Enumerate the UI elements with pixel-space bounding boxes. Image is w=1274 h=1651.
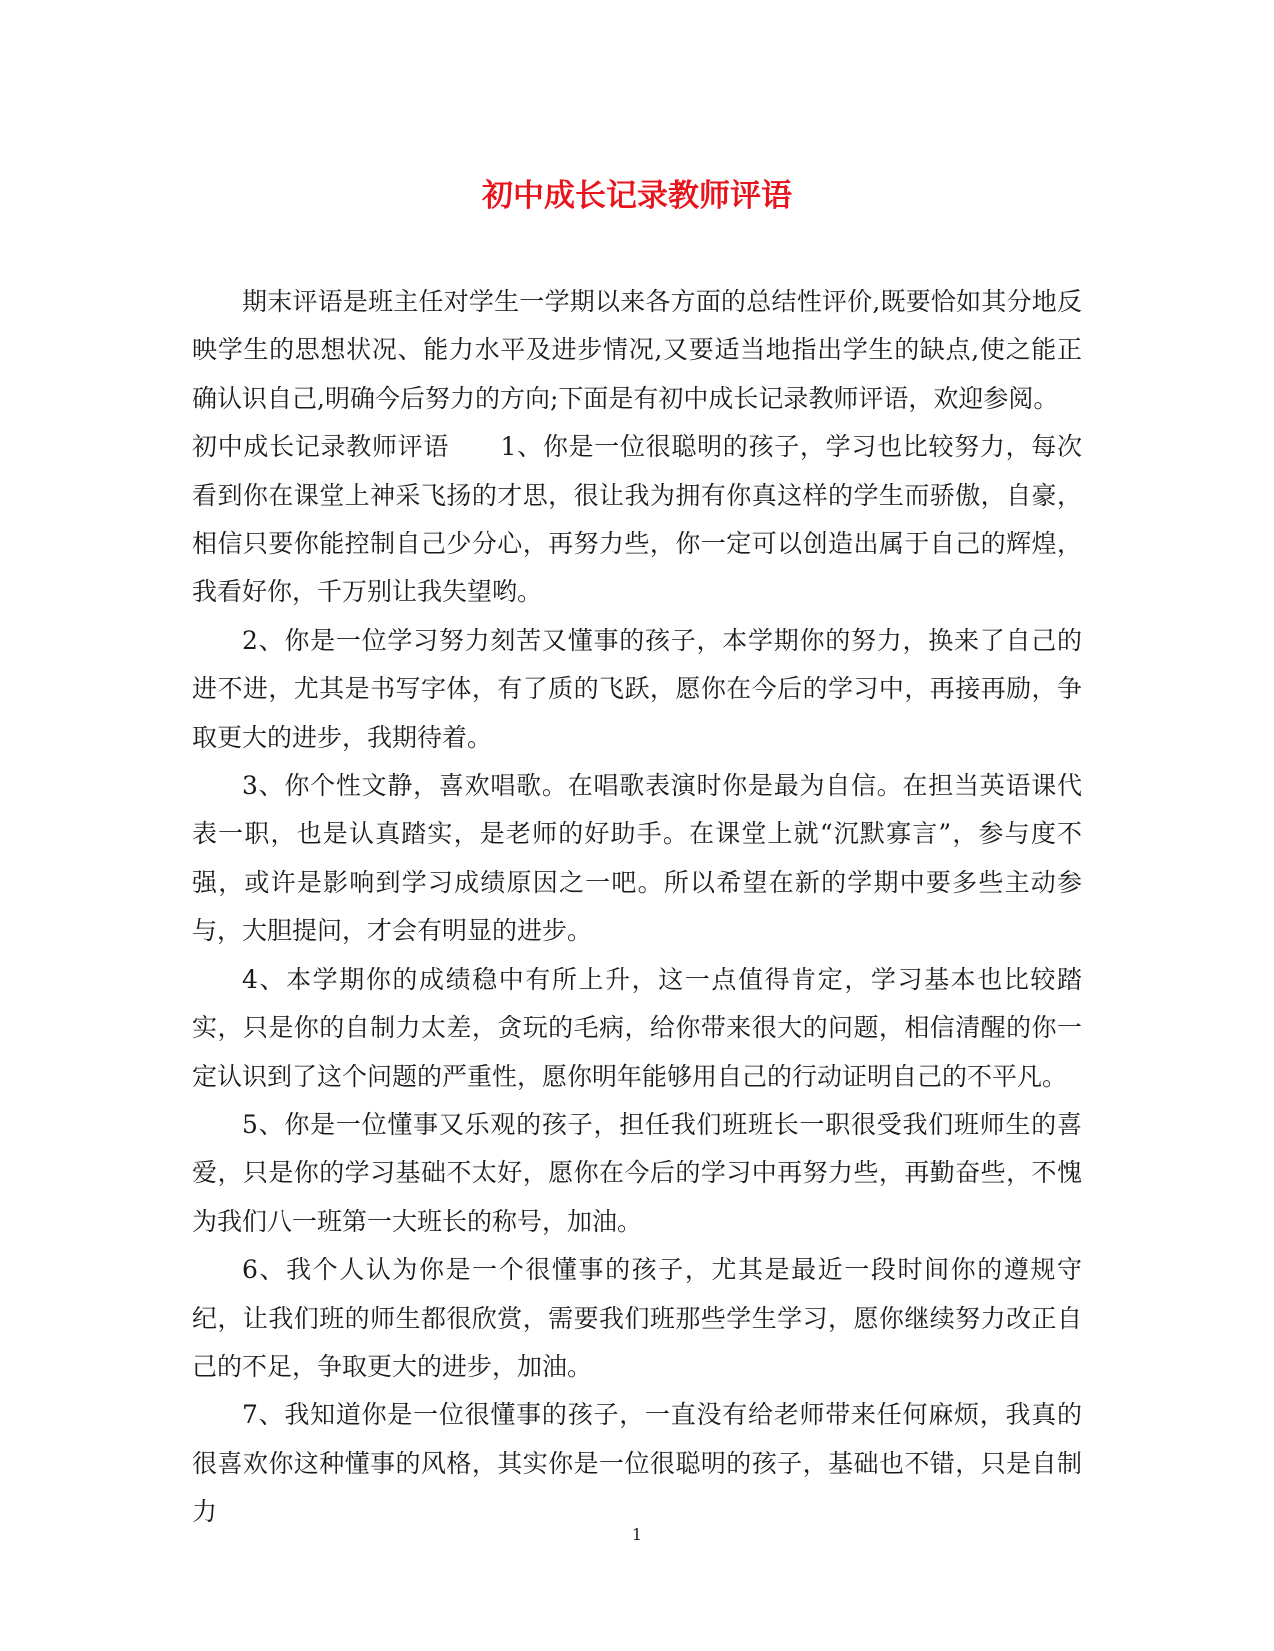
paragraph-comment-7: 7、我知道你是一位很懂事的孩子，一直没有给老师带来任何麻烦，我真的很喜欢你这种懂事的风格，其实你是一位很聪明的孩子，基础也不错，只是自制力 [192, 1400, 1082, 1527]
paragraph-comment-5: 5、你是一位懂事又乐观的孩子，担任我们班班长一职很受我们班师生的喜爱，只是你的学习基础不太好，愿你在今后的学习中再努力些，再勤奋些，不愧为我们八一班第一大班长的称号，加油。 [192, 1109, 1082, 1236]
paragraph-comment-3: 3、你个性文静，喜欢唱歌。在唱歌表演时你是最为自信。在担当英语课代表一职，也是认真踏实，是老师的好助手。在课堂上就“沉默寡言”，参与度不强，或许是影响到学习成绩原因之一吧。所以希望在新的学期中要多些主动参与，大胆提问，才会有明显的进步。 [192, 771, 1082, 946]
page-number: 1 [631, 1525, 643, 1544]
paragraph-intro: 期末评语是班主任对学生一学期以来各方面的总结性评价,既要恰如其分地反映学生的思想状况、能力水平及进步情况,又要适当地指出学生的缺点,使之能正确认识自己,明确今后努力的方向;下面是有初中成长记录教师评语，欢迎参阅。 [192, 287, 1082, 413]
document-body [192, 278, 1082, 1537]
paragraph-comment-2: 2、你是一位学习努力刻苦又懂事的孩子，本学期你的努力，换来了自己的进不进，尤其是书写字体，有了质的飞跃，愿你在今后的学习中，再接再励，争取更大的进步，我期待着。 [192, 625, 1082, 752]
paragraph-comment-6: 6、我个人认为你是一个很懂事的孩子，尤其是最近一段时间你的遵规守纪，让我们班的师生都很欣赏，需要我们班那些学生学习，愿你继续努力改正自己的不足，争取更大的进步，加油。 [192, 1255, 1082, 1381]
document-title: 初中成长记录教师评语 [482, 178, 792, 214]
paragraph-comment-1: 初中成长记录教师评语 1、你是一位很聪明的孩子，学习也比较努力，每次看到你在课堂上神采飞扬的才思，很让我为拥有你真这样的学生而骄傲，自豪，相信只要你能控制自己少分心，再努力些，你一定可以创造出属于自己的辉煌，我看好你，千万别让我失望哟。 [192, 432, 1082, 607]
paragraph-comment-4: 4、本学期你的成绩稳中有所上升，这一点值得肯定，学习基本也比较踏实，只是你的自制力太差，贪玩的毛病，给你带来很大的问题，相信清醒的你一定认识到了这个问题的严重性，愿你明年能够用自己的行动证明自己的不平凡。 [192, 964, 1082, 1091]
